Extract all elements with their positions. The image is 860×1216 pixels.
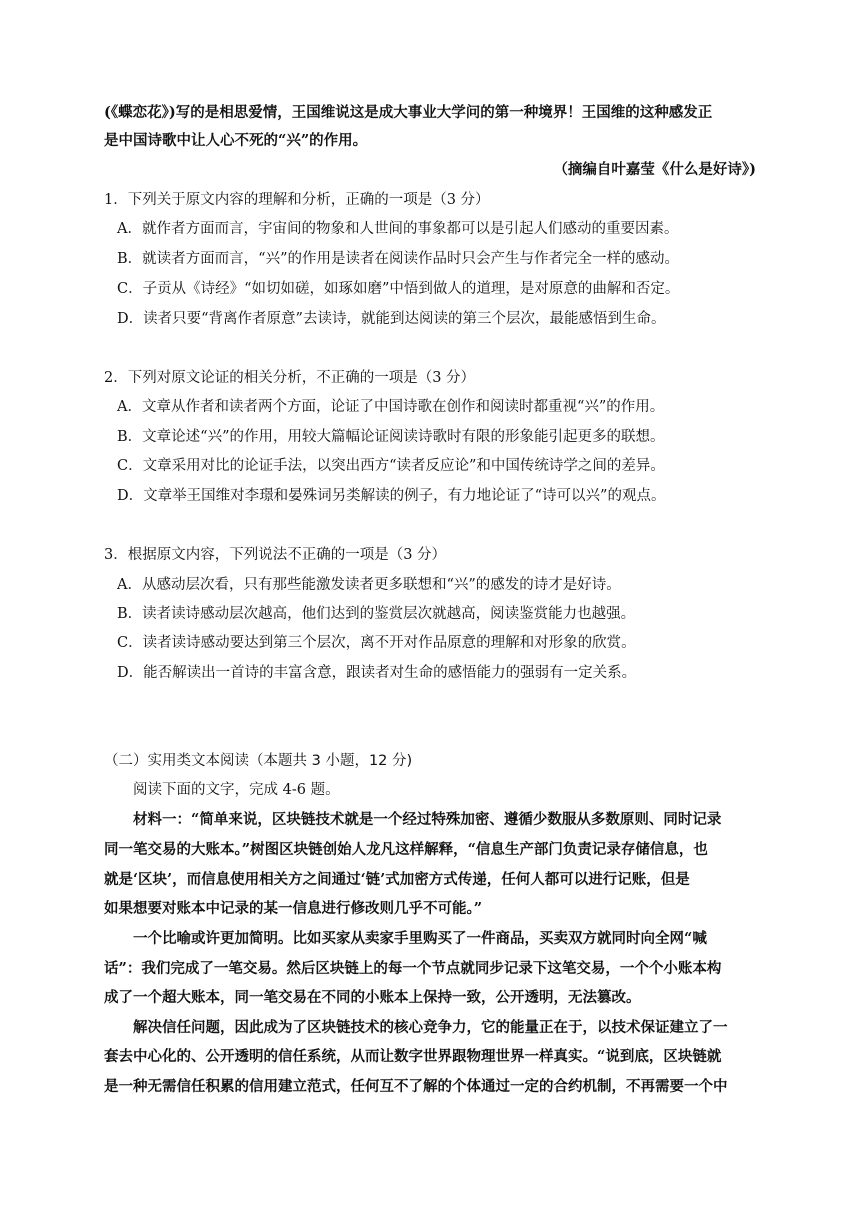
question-3-option-a: A．从感动层次看，只有那些能激发读者更多联想和“兴”的感发的诗才是好诗。 (117, 577, 621, 593)
question-1-stem: 1．下列关于原文内容的理解和分析，正确的一项是（3 分） (104, 192, 490, 208)
question-3-option-c: C．读者读诗感动要达到第三个层次，离不开对作品原意的理解和对形象的欣赏。 (117, 635, 636, 651)
question-2-option-b: B．文章论述“兴”的作用，用较大篇幅论证阅读诗歌时有限的形象能引起更多的联想。 (117, 429, 665, 445)
paragraph-3-line-1: 解决信任问题，因此成为了区块链技术的核心竞争力，它的能量正在于，以技术保证建立了一 (133, 1019, 728, 1036)
question-1-option-b: B．就读者方面而言，“兴”的作用是读者在阅读作品时只会产生与作者完全一样的感动。 (117, 251, 679, 267)
question-2-option-d: D．文章举王国维对李璟和晏殊词另类解读的例子，有力地论证了“诗可以兴”的观点。 (117, 488, 666, 504)
question-2-option-c: C．文章采用对比的论证手法，以突出西方“读者反应论”和中国传统诗学之间的差异。 (117, 458, 665, 474)
passage-source: （摘编自叶嘉莹《什么是好诗》) (553, 161, 756, 178)
paragraph-3-line-3: 是一种无需信任积累的信用建立范式，任何互不了解的个体通过一定的合约机制，不再需要一个中 (104, 1078, 728, 1095)
question-1-option-d: D．读者只要“背离作者原意”去读诗，就能到达阅读的第三个层次，最能感悟到生命。 (117, 311, 666, 327)
question-1-option-c: C．子贡从《诗经》“如切如磋，如琢如磨”中悟到做人的道理，是对原意的曲解和否定。 (117, 281, 680, 297)
paragraph-3-line-2: 套去中心化的、公开透明的信任系统，从而让数字世界跟物理世界一样真实。“说到底，区块链就 (104, 1048, 722, 1065)
paragraph-2-line-1: 一个比喻或许更加简明。比如买家从卖家手里购买了一件商品，买卖双方就同时向全网“喊 (133, 930, 707, 947)
passage-line-2: 是中国诗歌中让人心不死的“兴”的作用。 (104, 132, 368, 149)
paragraph-1-line-2: 同一笔交易的大账本。”树图区块链创始人龙凡这样解释，“信息生产部门负责记录存储信息，也 (104, 841, 708, 858)
question-3-option-b: B．读者读诗感动层次越高，他们达到的鉴赏层次就越高，阅读鉴赏能力也越强。 (117, 606, 636, 622)
question-3-stem: 3．根据原文内容，下列说法不正确的一项是（3 分） (104, 547, 447, 563)
passage-line-1: (《蝶恋花》)写的是相思爱情，王国维说这是成大事业大学问的第一种境界！王国维的这种感发正 (104, 104, 713, 121)
paragraph-2-line-3: 成了一个超大账本，同一笔交易在不同的小账本上保持一致，公开透明，无法篡改。 (104, 989, 641, 1006)
paragraph-1-line-1: 材料一：“简单来说，区块链技术就是一个经过特殊加密、遵循少数服从多数原则、同时记录 (133, 811, 722, 828)
question-2-stem: 2．下列对原文论证的相关分析，不正确的一项是（3 分） (104, 370, 476, 386)
paragraph-2-line-2: 话”：我们完成了一笔交易。然后区块链上的每一个节点就同步记录下这笔交易，一个个小账本构 (104, 960, 722, 977)
question-2-option-a: A．文章从作者和读者两个方面，论证了中国诗歌在创作和阅读时都重视“兴”的作用。 (117, 399, 665, 415)
section-2-title: （二）实用类文本阅读（本题共 3 小题，12 分) (104, 753, 413, 769)
question-1-option-a: A．就作者方面而言，宇宙间的物象和人世间的事象都可以是引起人们感动的重要因素。 (117, 221, 679, 237)
section-2-instruction: 阅读下面的文字，完成 4-6 题。 (133, 782, 340, 798)
paragraph-1-line-4: 如果想要对账本中记录的某一信息进行修改则几乎不可能。” (104, 900, 483, 917)
paragraph-1-line-3: 就是‘区块’，而信息使用相关方之间通过‘链’式加密方式传递，任何人都可以进行记账，但是 (104, 871, 690, 888)
question-3-option-d: D．能否解读出一首诗的丰富含意，跟读者对生命的感悟能力的强弱有一定关系。 (117, 665, 637, 681)
